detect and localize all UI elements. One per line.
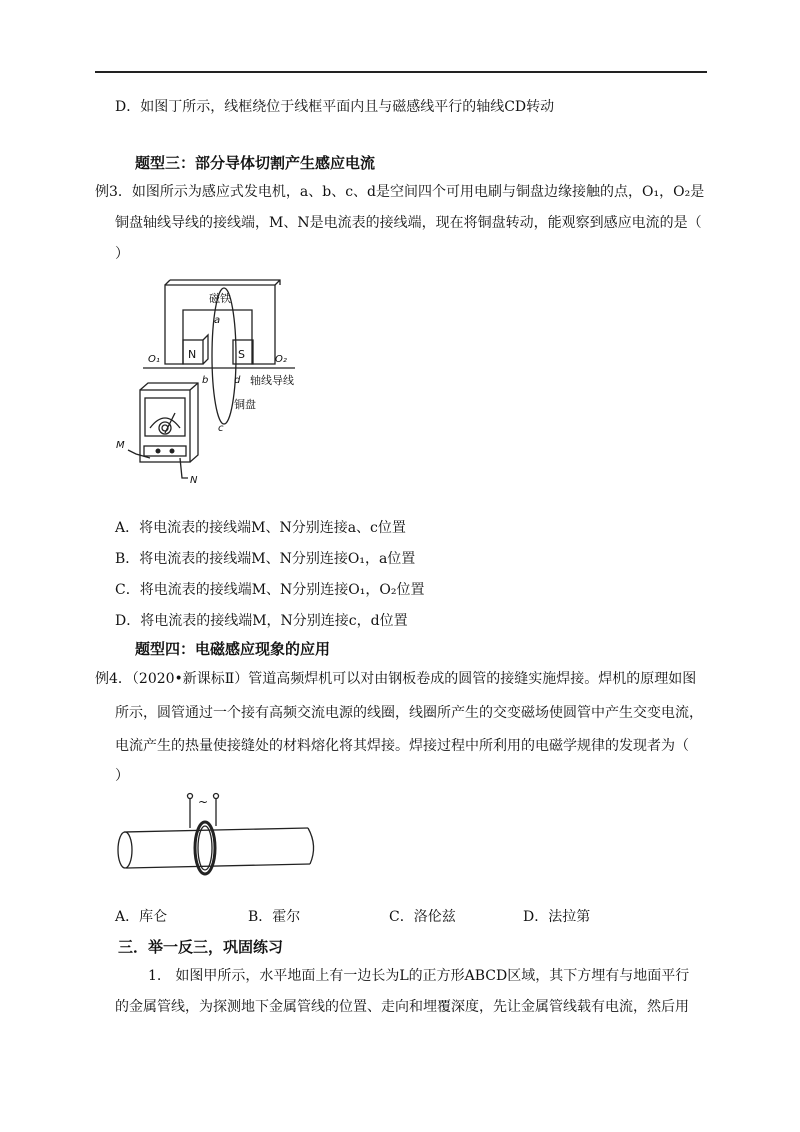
generator-figure: [110, 268, 330, 493]
example3-line1: 例3．如图所示为感应式发电机，a、b、c、d是空间四个可用电刷与铜盘边缘接触的点，O₁，O₂是: [95, 184, 705, 200]
label-m: M: [116, 440, 125, 451]
label-magnet: 磁铁: [209, 292, 231, 305]
example4-option-d[interactable]: D．法拉第: [523, 909, 591, 925]
label-n-pole: N: [188, 348, 197, 361]
tube-left-end: [118, 832, 132, 868]
example4-line1: 例4．（2020•新课标Ⅱ）管道高频焊机可以对由钢板卷成的圆管的接缝实施焊接。焊机的原理如图: [95, 671, 697, 687]
example3-line3: ）: [115, 246, 129, 262]
welder-figure: [110, 788, 325, 880]
header-rule: [95, 71, 707, 73]
label-copper-disk: 铜盘: [234, 398, 256, 411]
label-d: d: [234, 375, 241, 386]
example4-option-b[interactable]: B．霍尔: [248, 909, 301, 925]
label-s-pole: S: [238, 348, 245, 361]
label-o1: O₁: [148, 354, 160, 365]
example3-option-c[interactable]: C．将电流表的接线端M、N分别连接O₁，O₂位置: [115, 582, 425, 598]
example4-line3: 电流产生的热量使接缝处的材料熔化将其焊接。焊接过程中所利用的电磁学规律的发现者为（: [115, 738, 689, 754]
example4-option-c[interactable]: C．洛伦兹: [389, 909, 456, 925]
label-b: b: [202, 375, 209, 386]
n-wire: [180, 458, 188, 478]
practice1-line2: 的金属管线，为探测地下金属管线的位置、走向和埋覆深度，先让金属管线载有电流，然后用: [115, 999, 689, 1015]
q2-option-d: D．如图丁所示，线框绕位于线框平面内且与磁感线平行的轴线CD转动: [115, 99, 555, 115]
example4-option-a[interactable]: A．库仑: [115, 909, 168, 925]
example3-option-a[interactable]: A．将电流表的接线端M、N分别连接a、c位置: [115, 520, 406, 536]
label-c: c: [218, 423, 224, 434]
example3-line2: 铜盘轴线导线的接线端，M、N是电流表的接线端，现在将铜盘转动，能观察到感应电流的是（: [115, 215, 702, 231]
practice1-line1: 1. 如图甲所示，水平地面上有一边长为L的正方形ABCD区域，其下方埋有与地面平行: [148, 968, 690, 984]
section4-heading: 题型四：电磁感应现象的应用: [135, 640, 331, 658]
label-axis-wire: 轴线导线: [250, 374, 294, 387]
example3-option-b[interactable]: B．将电流表的接线端M、N分别连接O₁，a位置: [115, 551, 416, 567]
ammeter: [140, 390, 190, 462]
example4-line2: 所示，圆管通过一个接有高频交流电源的线圈，线圈所产生的交变磁场使圆管中产生交变电流，: [115, 705, 703, 721]
label-a: a: [214, 315, 221, 326]
example4-line4: ）: [115, 768, 129, 784]
section3-heading: 题型三：部分导体切割产生感应电流: [135, 154, 376, 172]
ac-symbol: ~: [198, 795, 209, 809]
practice-heading: 三．举一反三，巩固练习: [118, 938, 284, 956]
example3-option-d[interactable]: D．将电流表的接线端M，N分别连接c，d位置: [115, 613, 408, 629]
label-o2: O₂: [275, 354, 287, 365]
m-wire: [128, 450, 150, 458]
label-n-terminal: N: [190, 475, 198, 486]
